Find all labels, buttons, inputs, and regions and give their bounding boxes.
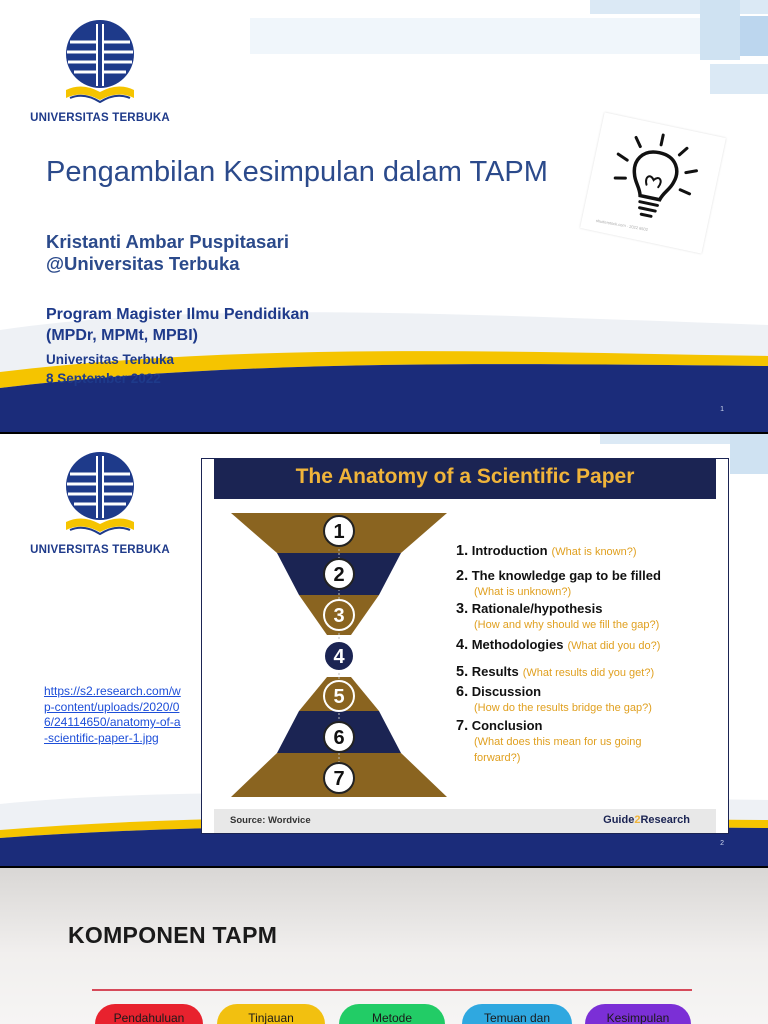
- program-name: Program Magister Ilmu Pendidikan: [46, 306, 310, 323]
- item-question: (What did you do?): [567, 640, 661, 652]
- item-number: 7.: [456, 718, 469, 734]
- section-item-conclusion: [456, 718, 726, 766]
- step-marker-3: [324, 600, 354, 630]
- brand-part-a: Guide: [603, 814, 635, 826]
- step-number-3: 3: [333, 605, 345, 627]
- pill-label: Tinjauan: [248, 1011, 294, 1024]
- author-affiliation: @Universitas Terbuka: [46, 253, 240, 274]
- step-marker-1: [324, 516, 354, 546]
- lightbulb-image: [580, 112, 726, 253]
- step-marker-7: [324, 763, 354, 793]
- pill-label: Metode: [371, 1011, 413, 1024]
- item-number: 5.: [456, 664, 469, 680]
- component-pill-3: [339, 1004, 445, 1024]
- step-number-2: 2: [333, 564, 345, 586]
- logo-emblem-icon: [62, 450, 138, 542]
- step-marker-4: [324, 641, 354, 671]
- slide-title: [0, 0, 768, 432]
- item-number: 1.: [456, 543, 469, 559]
- item-label: Methodologies: [471, 637, 564, 652]
- item-label: The knowledge gap to be filled: [471, 568, 661, 583]
- program-codes: (MPDr, MPMt, MPBI): [46, 327, 198, 344]
- item-label: Conclusion: [471, 718, 543, 733]
- author-block: [46, 231, 289, 275]
- logo-text: UNIVERSITAS TERBUKA: [30, 112, 170, 124]
- anatomy-figure: [201, 458, 729, 834]
- section-title: KOMPONEN TAPM: [68, 922, 278, 948]
- source-link[interactable]: https://s2.research.com/wp-content/uploads/2020/06/24114650/anatomy-of-a-scientific-paper-1.jpg: [44, 684, 181, 745]
- slide-number: 1: [720, 406, 724, 413]
- presentation-date: 8 September 2022: [46, 371, 161, 386]
- step-marker-5: [324, 681, 354, 711]
- university-date-block: [46, 350, 174, 388]
- author-name: Kristanti Ambar Puspitasari: [46, 231, 289, 252]
- item-label: Results: [471, 664, 519, 679]
- logo-text: UNIVERSITAS TERBUKA: [30, 544, 170, 556]
- section-item-discussion: [456, 684, 726, 716]
- item-question: (How do the results bridge the gap?): [474, 702, 652, 714]
- item-question: (How and why should we fill the gap?): [474, 619, 660, 631]
- component-pill-4: [462, 1004, 572, 1024]
- step-number-7: 7: [333, 768, 345, 790]
- university-logo: [30, 18, 170, 124]
- figure-source: Source: Wordvice: [230, 815, 311, 826]
- item-label: Rationale/hypothesis: [471, 601, 603, 616]
- title-underline: [92, 989, 692, 991]
- pill-label: Temuan dan: [483, 1011, 551, 1024]
- figure-title: The Anatomy of a Scientific Paper: [295, 465, 635, 488]
- step-marker-2: [324, 559, 354, 589]
- brand-part-c: Research: [640, 814, 690, 826]
- image-credit: shutterstock.com · 2022 6502: [595, 217, 649, 232]
- item-label: Discussion: [471, 684, 542, 699]
- item-number: 3.: [456, 601, 469, 617]
- component-pill-1: [95, 1004, 203, 1024]
- section-item-introduction: [456, 543, 726, 559]
- item-number: 6.: [456, 684, 469, 700]
- component-pill-5: [585, 1004, 691, 1024]
- pill-label: Pendahuluan: [113, 1011, 185, 1024]
- step-number-4: 4: [333, 646, 345, 668]
- item-question-continued: forward?): [474, 752, 521, 764]
- item-question: (What results did you get?): [522, 667, 655, 679]
- item-number: 4.: [456, 637, 469, 653]
- logo-emblem-icon: [62, 18, 138, 110]
- figure-brand: [603, 814, 690, 826]
- pill-label: Kesimpulan: [606, 1011, 670, 1024]
- item-question: (What is known?): [551, 546, 637, 558]
- item-question: (What does this mean for us going: [474, 736, 642, 748]
- slide-number: 2: [720, 840, 724, 847]
- slide-komponen: [0, 868, 768, 1024]
- step-marker-6: [324, 722, 354, 752]
- item-question: (What is unknown?): [474, 586, 572, 598]
- component-pill-2: [217, 1004, 325, 1024]
- university-name: Universitas Terbuka: [46, 352, 175, 367]
- step-number-6: 6: [333, 727, 345, 749]
- step-number-1: 1: [333, 521, 345, 543]
- section-item-results: [456, 664, 726, 680]
- figure-header: [214, 459, 716, 499]
- slide-anatomy: [0, 434, 768, 866]
- program-block: [46, 304, 309, 346]
- item-number: 2.: [456, 568, 469, 584]
- step-number-5: 5: [333, 686, 345, 708]
- hourglass-diagram: [229, 511, 449, 811]
- section-item-knowledge-gap: [456, 568, 726, 600]
- brand-part-b: 2: [634, 814, 641, 826]
- section-item-methodologies: [456, 637, 726, 653]
- presentation-title: Pengambilan Kesimpulan dalam TAPM: [46, 156, 548, 188]
- item-label: Introduction: [471, 543, 548, 558]
- section-item-rationale: [456, 601, 726, 633]
- figure-footer: [214, 809, 716, 833]
- university-logo: [30, 450, 170, 556]
